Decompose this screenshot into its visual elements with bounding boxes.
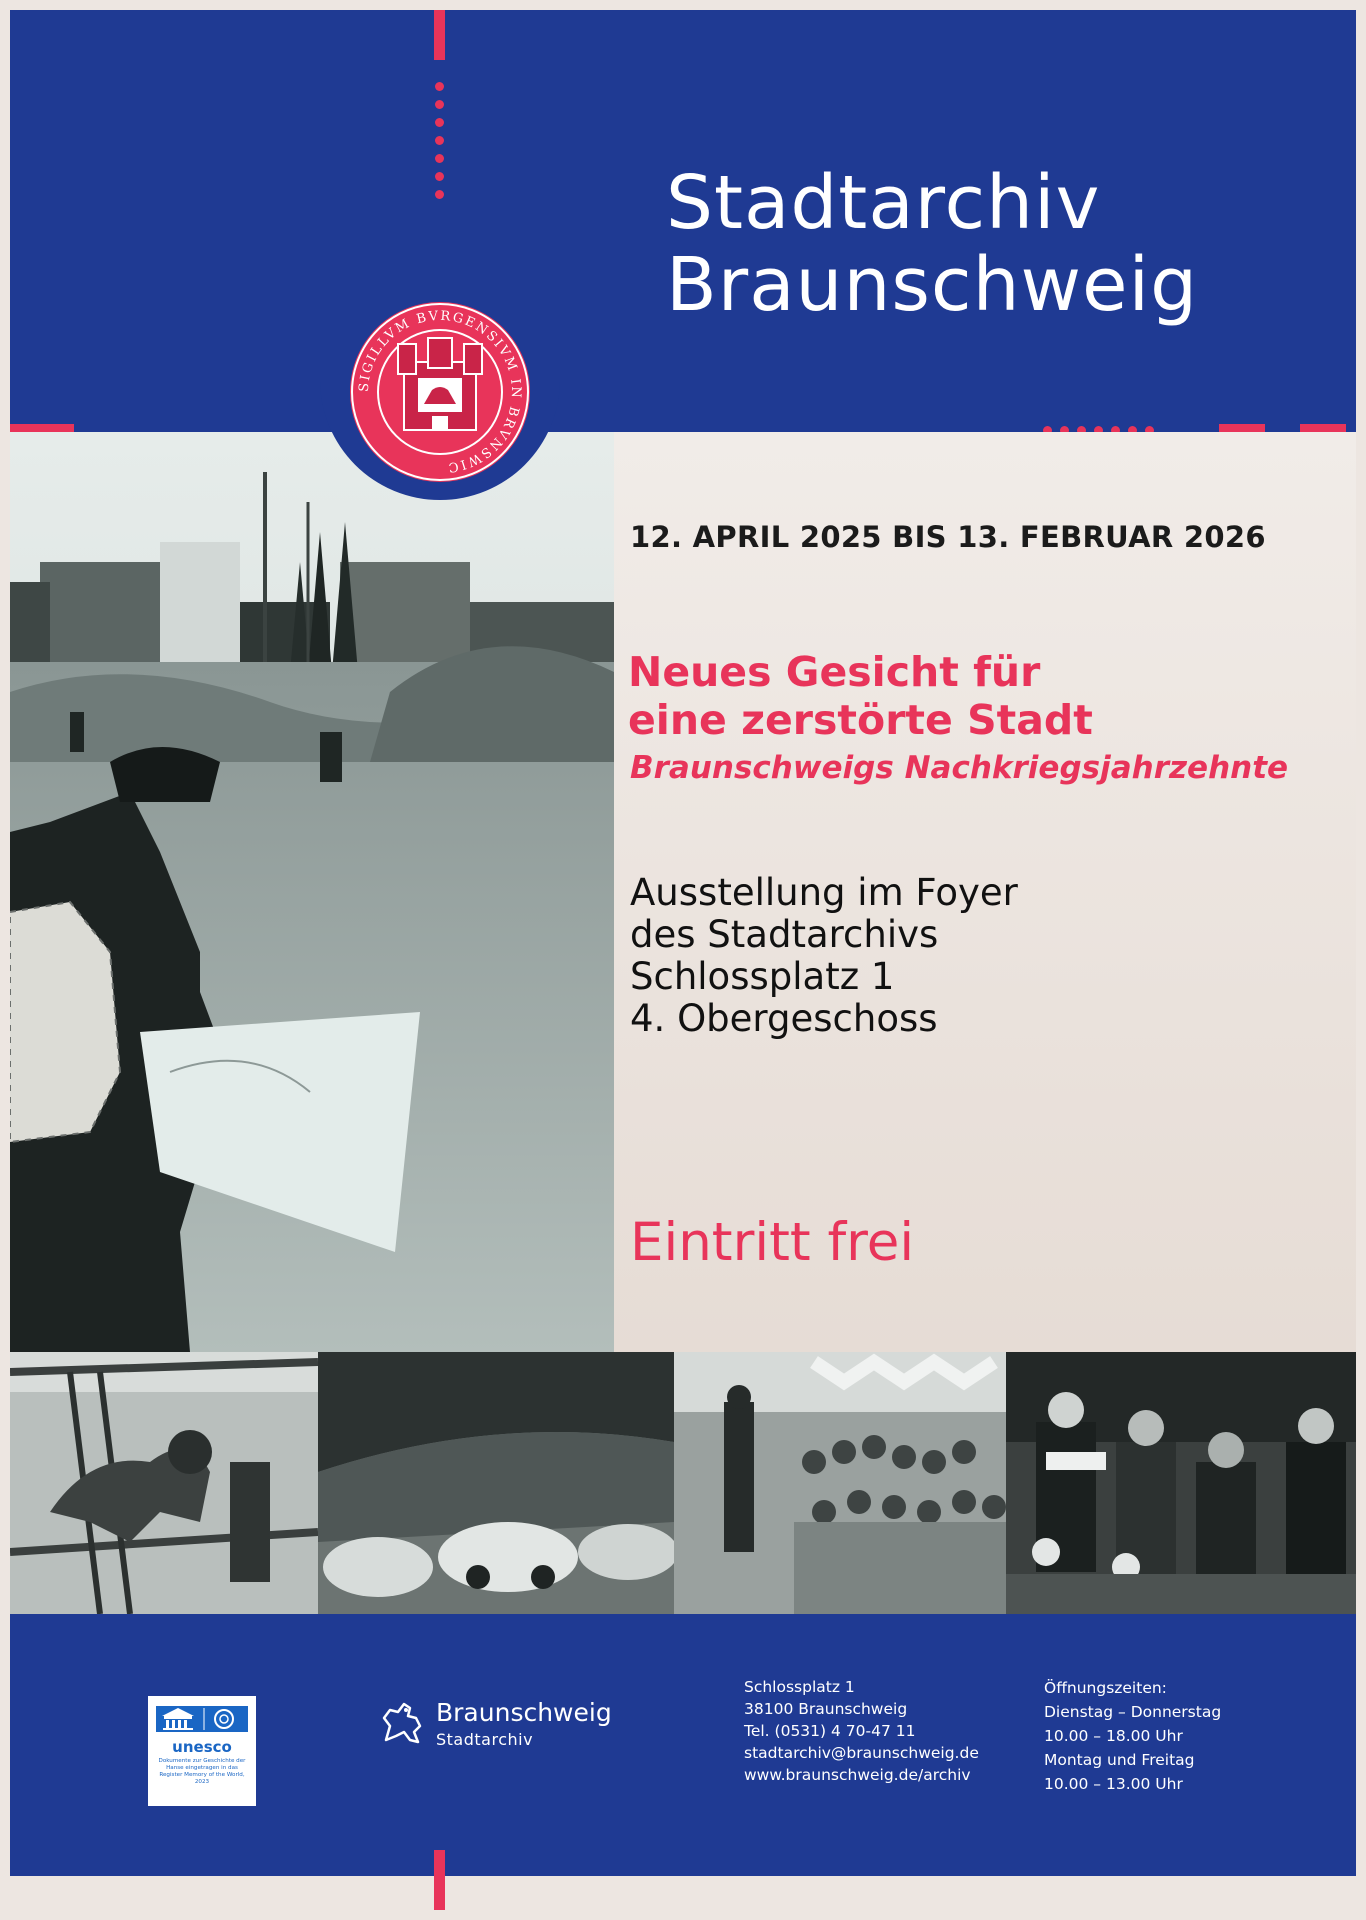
unesco-badge [148, 1696, 256, 1806]
unesco-note: Dokumente zur Geschichte der Hanse eingetragen in das Register Memory of the World, 2023 [158, 1758, 246, 1785]
unesco-name: unesco [172, 1738, 232, 1756]
admission-note: Eintritt frei [630, 1212, 915, 1273]
exhibition-dates: 12. APRIL 2025 BIS 13. FEBRUAR 2026 [630, 520, 1266, 554]
exhibition-title-line-1: Neues Gesicht für [628, 648, 1041, 696]
venue-line: Ausstellung im Foyer [630, 871, 1018, 914]
venue-info [630, 872, 1018, 1040]
logo-name: Braunschweig [436, 1698, 612, 1727]
logo-subtitle: Stadtarchiv [436, 1730, 534, 1749]
photo-car-race [318, 1352, 674, 1614]
marker-bar-top [434, 10, 445, 60]
venue-line: Schlossplatz 1 [630, 955, 895, 998]
venue-line: 4. Obergeschoss [630, 997, 938, 1040]
opening-hours [1044, 1676, 1221, 1796]
email-link[interactable]: stadtarchiv@braunschweig.de [744, 1744, 979, 1762]
hours-line: Dienstag – Donnerstag [1044, 1703, 1222, 1721]
hours-heading: Öffnungszeiten: [1044, 1679, 1167, 1697]
marker-bar-bottom [434, 1850, 445, 1910]
unesco-temple-icon [148, 1696, 256, 1736]
hours-line: 10.00 – 13.00 Uhr [1044, 1775, 1183, 1793]
contact-address [744, 1676, 979, 1786]
venue-line: des Stadtarchivs [630, 913, 939, 956]
photo-lion-statue [10, 1352, 318, 1614]
exhibition-subtitle: Braunschweigs Nachkriegsjahrzehnte [630, 750, 1289, 786]
address-line: Schlossplatz 1 [744, 1678, 855, 1696]
hours-line: Montag und Freitag [1044, 1751, 1195, 1769]
marker-dots-top [435, 82, 444, 199]
phone-line: Tel. (0531) 4 70-47 11 [744, 1722, 916, 1740]
photo-ceremony [1006, 1352, 1356, 1614]
exhibition-title-line-2: eine zerstörte Stadt [628, 696, 1093, 744]
hours-line: 10.00 – 18.00 Uhr [1044, 1727, 1183, 1745]
photo-strip [10, 1352, 1356, 1614]
website-link[interactable]: www.braunschweig.de/archiv [744, 1766, 971, 1784]
main-photo [10, 432, 614, 1352]
city-seal-icon [348, 300, 532, 484]
lion-icon [378, 1696, 426, 1748]
page-title [666, 162, 1198, 326]
exhibition-title [628, 648, 1093, 744]
photo-children [674, 1352, 1006, 1614]
title-line-1: Stadtarchiv [666, 160, 1101, 246]
address-line: 38100 Braunschweig [744, 1700, 908, 1718]
title-line-2: Braunschweig [666, 242, 1199, 328]
seal-legend: SIGILLVM BVRGENSIVM IN BRVNSWIC [356, 308, 524, 475]
